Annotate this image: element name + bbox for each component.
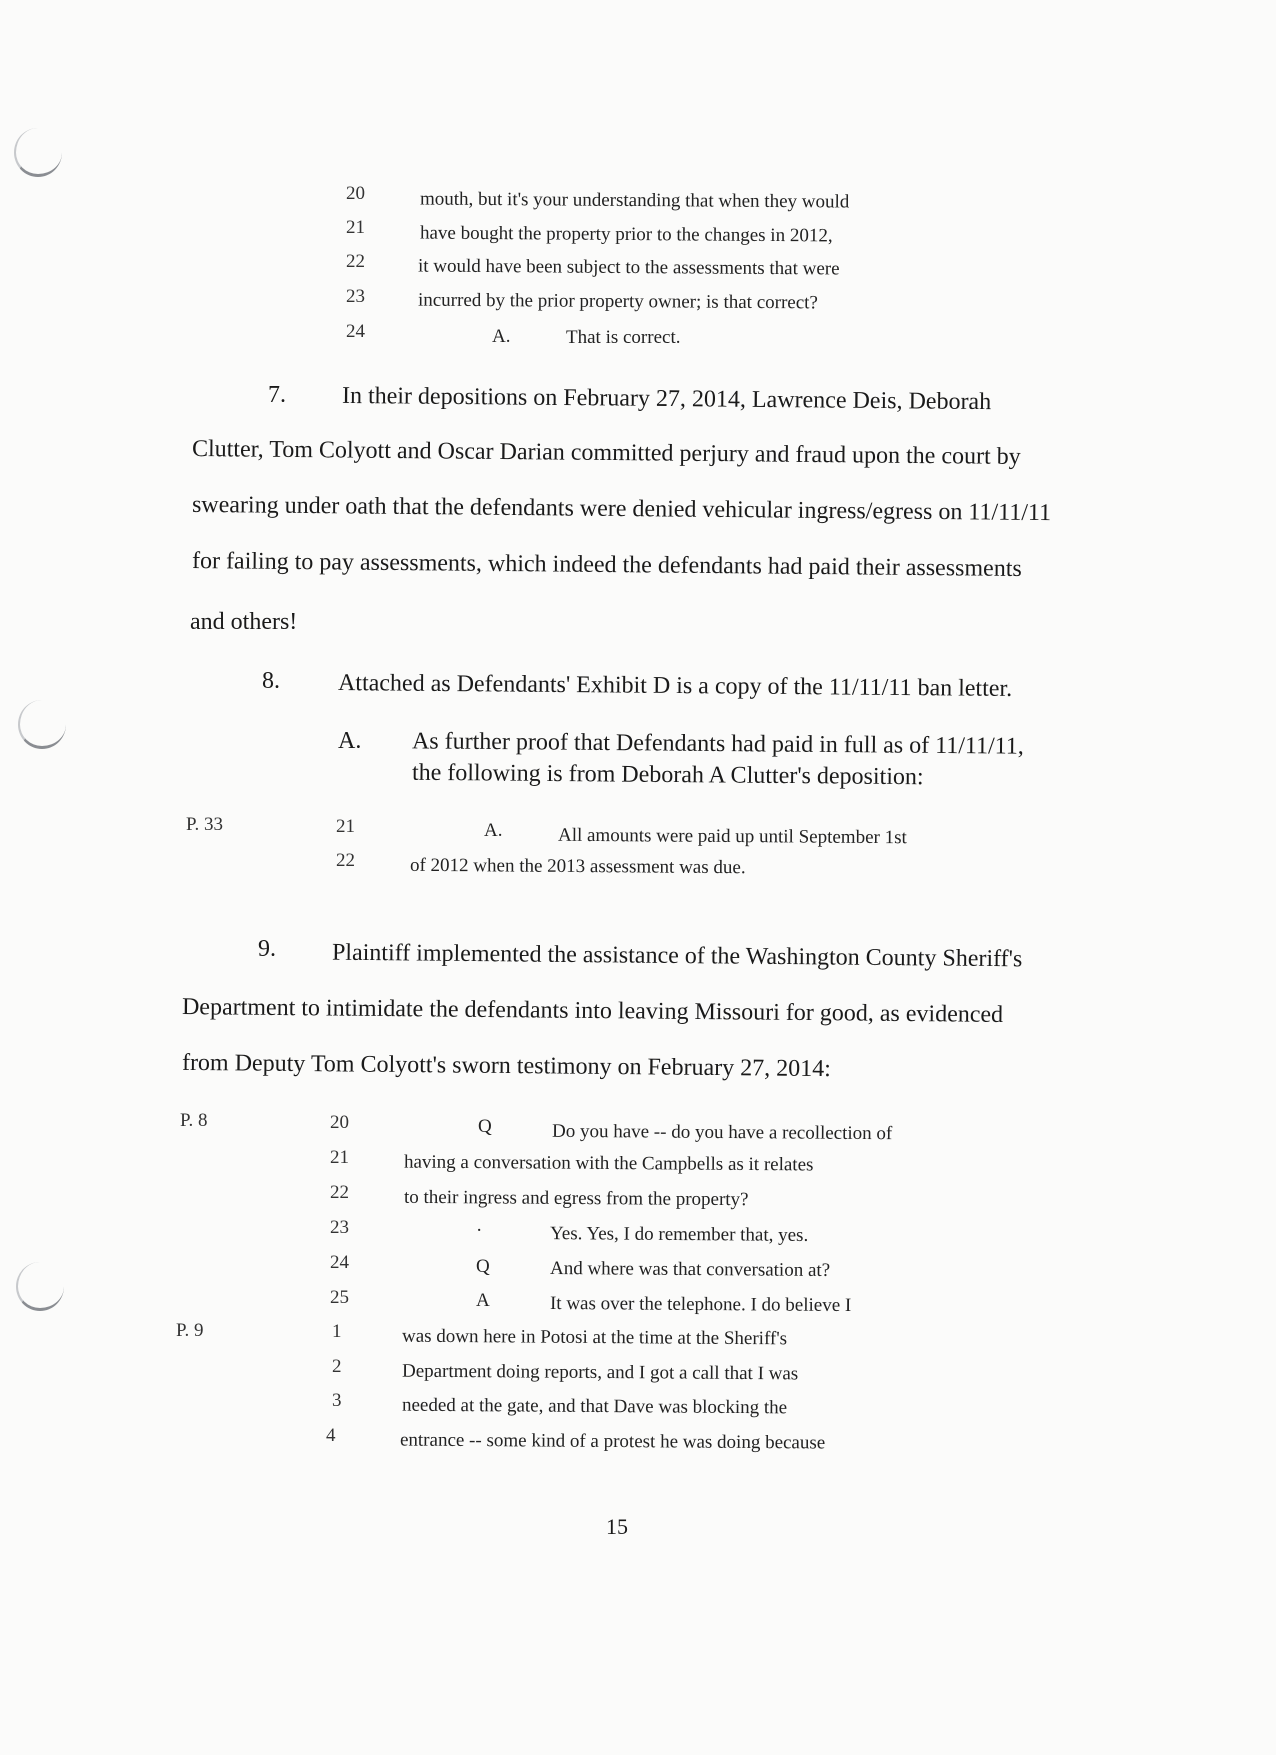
transcript-line: it would have been subject to the assessments that were — [417, 255, 840, 280]
answer-marker: A — [476, 1290, 490, 1311]
line-number: 21 — [336, 816, 355, 837]
transcript-line: mouth, but it's your understanding that when they would — [419, 188, 850, 213]
transcript-line: to their ingress and egress from the property? — [403, 1186, 749, 1211]
transcript-line: was down here in Potosi at the time at the Sheriff's — [401, 1325, 788, 1350]
paragraph-line: Plaintiff implemented the assistance of the Washington County Sheriff's — [331, 939, 1023, 973]
page-reference: P. 9 — [176, 1320, 204, 1341]
paragraph-line: and others! — [190, 609, 298, 635]
binder-hole-bottom — [16, 1262, 64, 1311]
transcript-line: needed at the gate, and that Dave was blocking the — [401, 1394, 788, 1419]
page-number: 15 — [606, 1514, 628, 1539]
sub-item-line: the following is from Deborah A Clutter's deposition: — [411, 759, 924, 791]
paragraph-line: Attached as Defendants' Exhibit D is a copy of the 11/11/11 ban letter. — [337, 670, 1013, 702]
line-number: 24 — [346, 321, 365, 342]
line-number: 24 — [330, 1252, 349, 1273]
line-number: 20 — [346, 183, 365, 204]
line-number: 25 — [330, 1287, 349, 1308]
transcript-line: Department doing reports, and I got a call that I was — [401, 1360, 799, 1385]
question-marker: Q — [478, 1116, 492, 1137]
line-number: 23 — [346, 286, 365, 307]
speaker-marker: · — [476, 1220, 483, 1241]
line-number: 2 — [332, 1356, 342, 1377]
binder-hole-middle — [18, 700, 66, 749]
paragraph-number: 9. — [258, 936, 276, 962]
transcript-line: Yes. Yes, I do remember that, yes. — [549, 1223, 809, 1246]
line-number: 22 — [336, 850, 355, 871]
line-number: 22 — [346, 251, 365, 272]
transcript-line: having a conversation with the Campbells as it relates — [403, 1151, 814, 1176]
transcript-line: entrance -- some kind of a protest he was doing because — [399, 1429, 826, 1454]
transcript-line: All amounts were paid up until September 1st — [557, 824, 907, 849]
transcript-line: have bought the property prior to the changes in 2012, — [419, 222, 833, 247]
paragraph-line: In their depositions on February 27, 2014, Lawrence Deis, Deborah — [341, 382, 992, 416]
page-reference: P. 8 — [180, 1110, 208, 1131]
line-number: 21 — [330, 1147, 349, 1168]
paragraph-line: for failing to pay assessments, which indeed the defendants had paid their assessments — [191, 548, 1022, 582]
transcript-line: That is correct. — [566, 327, 681, 348]
sub-item-line: As further proof that Defendants had paid in full as of 11/11/11, — [411, 728, 1024, 760]
line-number: 3 — [332, 1390, 342, 1411]
transcript-line: And where was that conversation at? — [549, 1258, 831, 1281]
answer-marker: A. — [492, 326, 511, 347]
question-marker: Q — [476, 1256, 490, 1277]
line-number: 1 — [332, 1321, 342, 1342]
line-number: 4 — [326, 1425, 336, 1446]
transcript-line: of 2012 when the 2013 assessment was due. — [409, 854, 746, 879]
line-number: 23 — [330, 1217, 349, 1238]
paragraph-line: swearing under oath that the defendants were denied vehicular ingress/egress on 11/11/11 — [191, 491, 1052, 527]
transcript-line: incurred by the prior property owner; is that correct? — [417, 289, 818, 314]
page-reference: P. 33 — [186, 814, 223, 835]
paragraph-line: Clutter, Tom Colyott and Oscar Darian committed perjury and fraud upon the court by — [191, 436, 1021, 470]
line-number: 20 — [330, 1112, 349, 1133]
binder-hole-top — [14, 128, 62, 177]
paragraph-line: from Deputy Tom Colyott's sworn testimony on February 27, 2014: — [181, 1049, 831, 1083]
paragraph-number: 7. — [268, 382, 286, 408]
line-number: 22 — [330, 1182, 349, 1203]
answer-marker: A. — [484, 820, 503, 841]
transcript-line: Do you have -- do you have a recollection of — [551, 1120, 893, 1145]
paragraph-number: 8. — [262, 668, 280, 694]
line-number: 21 — [346, 217, 365, 238]
paragraph-line: Department to intimidate the defendants into leaving Missouri for good, as evidenced — [181, 994, 1004, 1028]
sub-item-marker: A. — [338, 728, 362, 754]
transcript-line: It was over the telephone. I do believe I — [549, 1292, 852, 1317]
